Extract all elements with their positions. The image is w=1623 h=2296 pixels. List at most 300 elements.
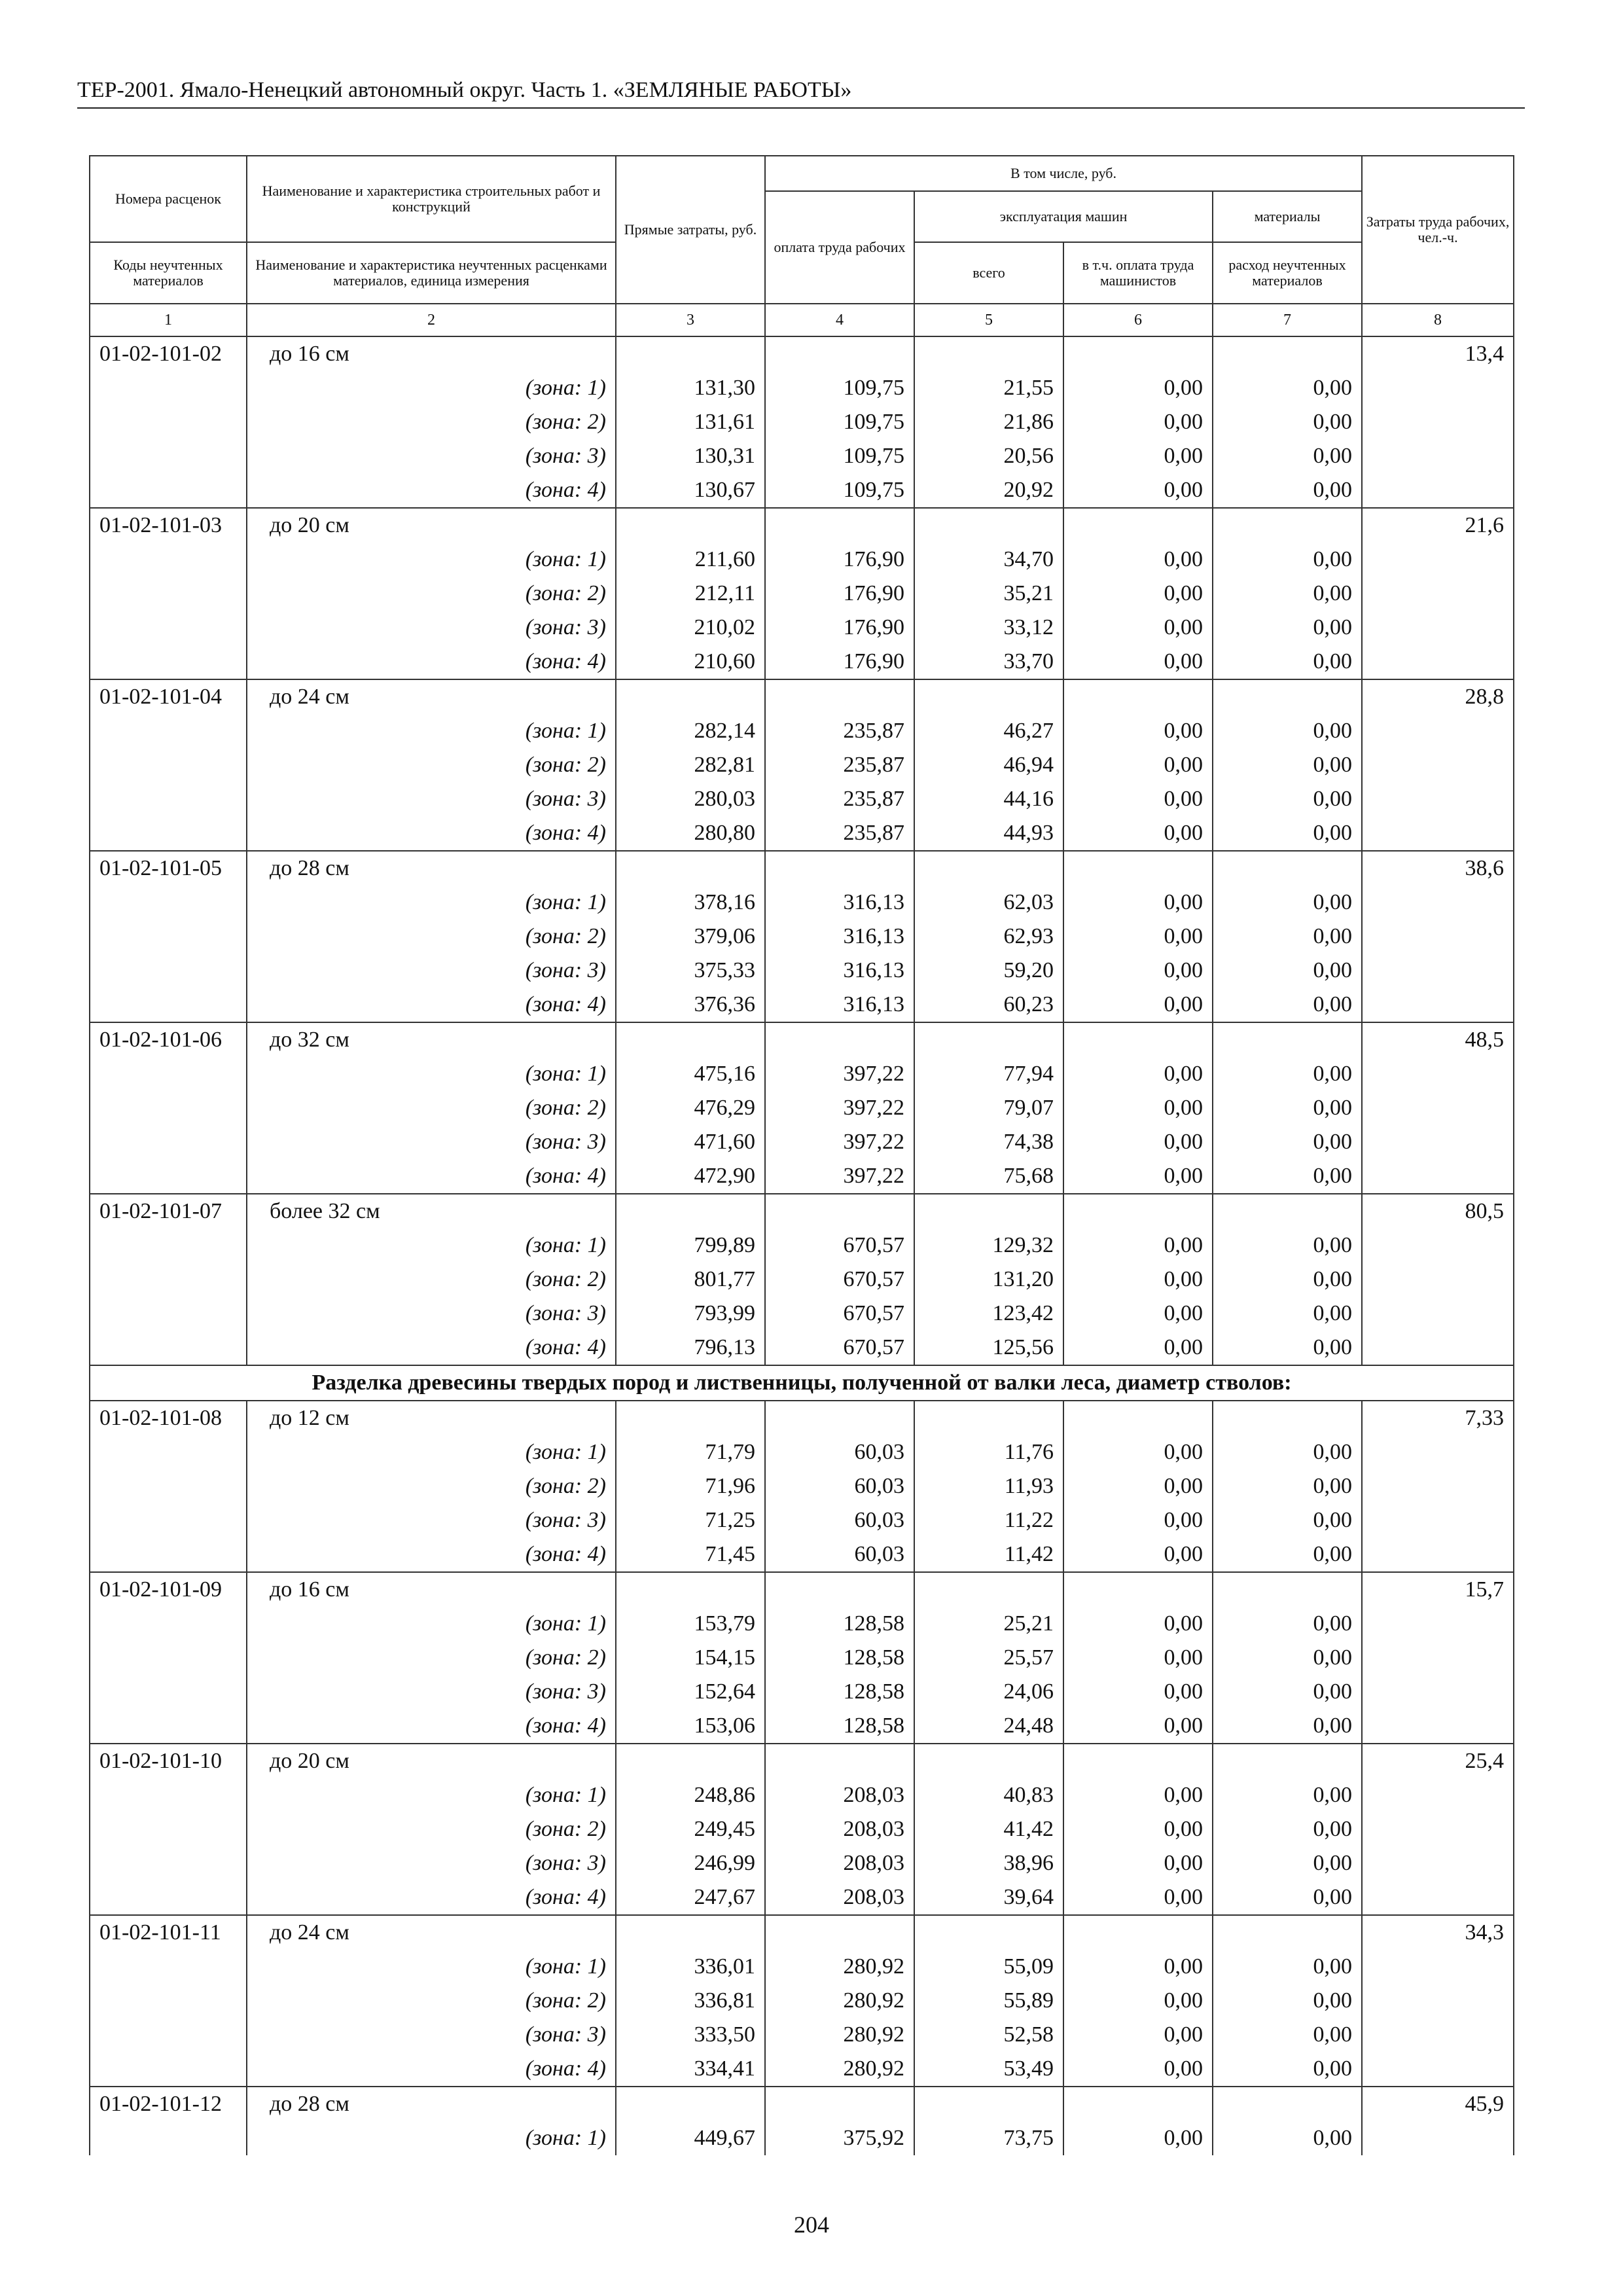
zone-label: (зона: 1) xyxy=(247,714,616,748)
zone-label: (зона: 4) xyxy=(247,2052,616,2087)
machinist-wages: 0,00 xyxy=(1063,1091,1213,1125)
empty-cell xyxy=(616,1915,765,1950)
empty-cell xyxy=(1063,679,1213,714)
empty-cell xyxy=(616,1022,765,1057)
zone-row xyxy=(90,577,1514,611)
empty-cell xyxy=(914,336,1063,371)
empty-cell xyxy=(1362,1091,1514,1125)
direct-cost: 248,86 xyxy=(616,1778,765,1812)
direct-cost: 131,61 xyxy=(616,405,765,439)
empty-cell xyxy=(90,2018,247,2052)
machine-total: 62,93 xyxy=(914,920,1063,954)
empty-cell xyxy=(1362,1159,1514,1194)
labor-cost: 45,9 xyxy=(1362,2087,1514,2121)
zone-row xyxy=(90,1263,1514,1297)
worker-wages: 397,22 xyxy=(765,1125,914,1159)
worker-wages: 316,13 xyxy=(765,954,914,988)
empty-cell xyxy=(1213,1572,1362,1607)
empty-cell xyxy=(1362,577,1514,611)
worker-wages: 235,87 xyxy=(765,714,914,748)
empty-cell xyxy=(765,1194,914,1229)
materials-cost: 0,00 xyxy=(1213,577,1362,611)
zone-label: (зона: 4) xyxy=(247,1159,616,1194)
machinist-wages: 0,00 xyxy=(1063,816,1213,851)
header-material-names: Наименование и характеристика неучтенных расценками материалов, единица измерения xyxy=(247,242,616,304)
rate-name: до 32 см xyxy=(247,1022,616,1057)
machinist-wages: 0,00 xyxy=(1063,1469,1213,1503)
direct-cost: 379,06 xyxy=(616,920,765,954)
materials-cost: 0,00 xyxy=(1213,1709,1362,1744)
zone-label: (зона: 4) xyxy=(247,1709,616,1744)
direct-cost: 282,81 xyxy=(616,748,765,782)
page-number: 204 xyxy=(794,2212,829,2238)
zone-row xyxy=(90,1057,1514,1091)
zone-row xyxy=(90,1607,1514,1641)
machine-total: 11,22 xyxy=(914,1503,1063,1537)
direct-cost: 210,02 xyxy=(616,611,765,645)
worker-wages: 375,92 xyxy=(765,2121,914,2155)
column-number: 8 xyxy=(1362,304,1514,336)
empty-cell xyxy=(1362,1812,1514,1846)
machine-total: 21,86 xyxy=(914,405,1063,439)
zone-row xyxy=(90,886,1514,920)
machine-total: 40,83 xyxy=(914,1778,1063,1812)
materials-cost: 0,00 xyxy=(1213,1984,1362,2018)
empty-cell xyxy=(90,1469,247,1503)
rate-code: 01-02-101-02 xyxy=(90,336,247,371)
empty-cell xyxy=(1362,816,1514,851)
rate-header-row xyxy=(90,508,1514,543)
machine-total: 24,06 xyxy=(914,1675,1063,1709)
zone-label: (зона: 1) xyxy=(247,1950,616,1984)
materials-cost: 0,00 xyxy=(1213,1812,1362,1846)
machinist-wages: 0,00 xyxy=(1063,405,1213,439)
direct-cost: 210,60 xyxy=(616,645,765,679)
empty-cell xyxy=(90,473,247,508)
machine-total: 60,23 xyxy=(914,988,1063,1022)
empty-cell xyxy=(1063,1572,1213,1607)
empty-cell xyxy=(1362,439,1514,473)
worker-wages: 60,03 xyxy=(765,1435,914,1469)
worker-wages: 670,57 xyxy=(765,1297,914,1331)
empty-cell xyxy=(90,1331,247,1365)
zone-label: (зона: 4) xyxy=(247,645,616,679)
rate-name: до 24 см xyxy=(247,1915,616,1950)
empty-cell xyxy=(765,1915,914,1950)
worker-wages: 176,90 xyxy=(765,611,914,645)
worker-wages: 670,57 xyxy=(765,1263,914,1297)
empty-cell xyxy=(1362,2018,1514,2052)
direct-cost: 376,36 xyxy=(616,988,765,1022)
empty-cell xyxy=(1362,405,1514,439)
empty-cell xyxy=(90,1950,247,1984)
machine-total: 44,16 xyxy=(914,782,1063,816)
machine-total: 20,56 xyxy=(914,439,1063,473)
empty-cell xyxy=(914,1194,1063,1229)
zone-label: (зона: 2) xyxy=(247,405,616,439)
direct-cost: 472,90 xyxy=(616,1159,765,1194)
machine-total: 73,75 xyxy=(914,2121,1063,2155)
empty-cell xyxy=(90,1607,247,1641)
machinist-wages: 0,00 xyxy=(1063,1812,1213,1846)
direct-cost: 336,01 xyxy=(616,1950,765,1984)
materials-cost: 0,00 xyxy=(1213,2018,1362,2052)
header-work-name: Наименование и характеристика строительных работ и конструкций xyxy=(247,156,616,242)
labor-cost: 21,6 xyxy=(1362,508,1514,543)
zone-row xyxy=(90,611,1514,645)
rate-code: 01-02-101-08 xyxy=(90,1401,247,1435)
empty-cell xyxy=(1362,611,1514,645)
rate-name: до 28 см xyxy=(247,2087,616,2121)
empty-cell xyxy=(90,439,247,473)
machine-total: 131,20 xyxy=(914,1263,1063,1297)
zone-row xyxy=(90,645,1514,679)
empty-cell xyxy=(1213,1915,1362,1950)
empty-cell xyxy=(765,2087,914,2121)
machinist-wages: 0,00 xyxy=(1063,782,1213,816)
direct-cost: 71,79 xyxy=(616,1435,765,1469)
empty-cell xyxy=(90,1057,247,1091)
machinist-wages: 0,00 xyxy=(1063,1984,1213,2018)
zone-label: (зона: 2) xyxy=(247,1469,616,1503)
machine-total: 35,21 xyxy=(914,577,1063,611)
empty-cell xyxy=(616,508,765,543)
materials-cost: 0,00 xyxy=(1213,405,1362,439)
machine-total: 34,70 xyxy=(914,543,1063,577)
zone-row xyxy=(90,988,1514,1022)
empty-cell xyxy=(765,851,914,886)
empty-cell xyxy=(914,1915,1063,1950)
header-materials: материалы xyxy=(1213,191,1362,242)
machinist-wages: 0,00 xyxy=(1063,1125,1213,1159)
worker-wages: 235,87 xyxy=(765,816,914,851)
machine-total: 21,55 xyxy=(914,371,1063,405)
machinist-wages: 0,00 xyxy=(1063,1950,1213,1984)
empty-cell xyxy=(1213,1022,1362,1057)
empty-cell xyxy=(765,1022,914,1057)
direct-cost: 131,30 xyxy=(616,371,765,405)
zone-label: (зона: 3) xyxy=(247,611,616,645)
column-numbers xyxy=(90,304,1514,336)
direct-cost: 71,45 xyxy=(616,1537,765,1572)
materials-cost: 0,00 xyxy=(1213,371,1362,405)
zone-row xyxy=(90,1880,1514,1915)
machinist-wages: 0,00 xyxy=(1063,714,1213,748)
empty-cell xyxy=(90,1641,247,1675)
empty-cell xyxy=(1362,1229,1514,1263)
empty-cell xyxy=(1362,1537,1514,1572)
empty-cell xyxy=(1362,714,1514,748)
machine-total: 11,42 xyxy=(914,1537,1063,1572)
materials-cost: 0,00 xyxy=(1213,816,1362,851)
empty-cell xyxy=(90,611,247,645)
direct-cost: 471,60 xyxy=(616,1125,765,1159)
empty-cell xyxy=(1362,645,1514,679)
zone-row xyxy=(90,1159,1514,1194)
machine-total: 125,56 xyxy=(914,1331,1063,1365)
zone-row xyxy=(90,1641,1514,1675)
empty-cell xyxy=(765,508,914,543)
empty-cell xyxy=(90,1846,247,1880)
machine-total: 11,93 xyxy=(914,1469,1063,1503)
labor-cost: 38,6 xyxy=(1362,851,1514,886)
machine-total: 55,09 xyxy=(914,1950,1063,1984)
machine-total: 46,94 xyxy=(914,748,1063,782)
machine-total: 25,57 xyxy=(914,1641,1063,1675)
header-rate-number: Номера расценок xyxy=(90,156,247,242)
empty-cell xyxy=(1362,886,1514,920)
empty-cell xyxy=(616,1194,765,1229)
rate-header-row xyxy=(90,336,1514,371)
worker-wages: 316,13 xyxy=(765,988,914,1022)
machine-total: 39,64 xyxy=(914,1880,1063,1915)
empty-cell xyxy=(90,1537,247,1572)
empty-cell xyxy=(90,954,247,988)
worker-wages: 397,22 xyxy=(765,1057,914,1091)
worker-wages: 316,13 xyxy=(765,920,914,954)
labor-cost: 13,4 xyxy=(1362,336,1514,371)
rate-code: 01-02-101-12 xyxy=(90,2087,247,2121)
direct-cost: 130,31 xyxy=(616,439,765,473)
machinist-wages: 0,00 xyxy=(1063,1778,1213,1812)
empty-cell xyxy=(1362,2121,1514,2155)
machine-total: 77,94 xyxy=(914,1057,1063,1091)
worker-wages: 176,90 xyxy=(765,543,914,577)
zone-label: (зона: 3) xyxy=(247,439,616,473)
direct-cost: 378,16 xyxy=(616,886,765,920)
empty-cell xyxy=(1362,1057,1514,1091)
rate-header-row xyxy=(90,1915,1514,1950)
empty-cell xyxy=(90,371,247,405)
machine-total: 123,42 xyxy=(914,1297,1063,1331)
empty-cell xyxy=(914,508,1063,543)
empty-cell xyxy=(1362,1331,1514,1365)
rates-table xyxy=(89,155,1514,2155)
zone-label: (зона: 1) xyxy=(247,1778,616,1812)
empty-cell xyxy=(1063,2087,1213,2121)
zone-label: (зона: 4) xyxy=(247,473,616,508)
empty-cell xyxy=(90,1435,247,1469)
column-number: 1 xyxy=(90,304,247,336)
machinist-wages: 0,00 xyxy=(1063,1675,1213,1709)
machinist-wages: 0,00 xyxy=(1063,1503,1213,1537)
header-including: В том числе, руб. xyxy=(765,156,1362,191)
worker-wages: 60,03 xyxy=(765,1537,914,1572)
empty-cell xyxy=(1362,1880,1514,1915)
empty-cell xyxy=(1362,543,1514,577)
empty-cell xyxy=(616,336,765,371)
zone-label: (зона: 1) xyxy=(247,1607,616,1641)
direct-cost: 375,33 xyxy=(616,954,765,988)
zone-row xyxy=(90,1331,1514,1365)
empty-cell xyxy=(914,1744,1063,1778)
empty-cell xyxy=(1213,1744,1362,1778)
zone-label: (зона: 1) xyxy=(247,1057,616,1091)
machinist-wages: 0,00 xyxy=(1063,1159,1213,1194)
rate-header-row xyxy=(90,679,1514,714)
materials-cost: 0,00 xyxy=(1213,1159,1362,1194)
empty-cell xyxy=(616,1572,765,1607)
empty-cell xyxy=(1063,1915,1213,1950)
zone-label: (зона: 4) xyxy=(247,988,616,1022)
empty-cell xyxy=(1213,851,1362,886)
column-number: 7 xyxy=(1213,304,1362,336)
empty-cell xyxy=(1362,1778,1514,1812)
worker-wages: 128,58 xyxy=(765,1607,914,1641)
empty-cell xyxy=(1063,851,1213,886)
zone-label: (зона: 2) xyxy=(247,920,616,954)
rate-code: 01-02-101-03 xyxy=(90,508,247,543)
section xyxy=(90,1365,1514,1401)
zone-label: (зона: 3) xyxy=(247,1675,616,1709)
rate-name: до 24 см xyxy=(247,679,616,714)
empty-cell xyxy=(1362,1263,1514,1297)
rate-header-row xyxy=(90,2087,1514,2121)
direct-cost: 249,45 xyxy=(616,1812,765,1846)
materials-cost: 0,00 xyxy=(1213,1297,1362,1331)
worker-wages: 280,92 xyxy=(765,1950,914,1984)
rate-code: 01-02-101-07 xyxy=(90,1194,247,1229)
machinist-wages: 0,00 xyxy=(1063,645,1213,679)
materials-cost: 0,00 xyxy=(1213,1641,1362,1675)
worker-wages: 109,75 xyxy=(765,405,914,439)
rate-code: 01-02-101-06 xyxy=(90,1022,247,1057)
empty-cell xyxy=(616,1744,765,1778)
labor-cost: 28,8 xyxy=(1362,679,1514,714)
direct-cost: 475,16 xyxy=(616,1057,765,1091)
worker-wages: 316,13 xyxy=(765,886,914,920)
empty-cell xyxy=(1362,1984,1514,2018)
zone-row xyxy=(90,782,1514,816)
worker-wages: 208,03 xyxy=(765,1778,914,1812)
materials-cost: 0,00 xyxy=(1213,748,1362,782)
empty-cell xyxy=(90,577,247,611)
direct-cost: 153,79 xyxy=(616,1607,765,1641)
worker-wages: 109,75 xyxy=(765,473,914,508)
labor-cost: 15,7 xyxy=(1362,1572,1514,1607)
zone-label: (зона: 2) xyxy=(247,1812,616,1846)
materials-cost: 0,00 xyxy=(1213,611,1362,645)
empty-cell xyxy=(90,1709,247,1744)
empty-cell xyxy=(914,1401,1063,1435)
empty-cell xyxy=(1063,336,1213,371)
machinist-wages: 0,00 xyxy=(1063,954,1213,988)
empty-cell xyxy=(1362,920,1514,954)
direct-cost: 130,67 xyxy=(616,473,765,508)
direct-cost: 212,11 xyxy=(616,577,765,611)
zone-label: (зона: 3) xyxy=(247,1297,616,1331)
empty-cell xyxy=(1362,371,1514,405)
direct-cost: 280,80 xyxy=(616,816,765,851)
column-number-row xyxy=(90,304,1514,336)
empty-cell xyxy=(914,851,1063,886)
rate-header-row xyxy=(90,851,1514,886)
materials-cost: 0,00 xyxy=(1213,1675,1362,1709)
empty-cell xyxy=(914,2087,1063,2121)
direct-cost: 796,13 xyxy=(616,1331,765,1365)
rate-code: 01-02-101-10 xyxy=(90,1744,247,1778)
column-number: 5 xyxy=(914,304,1063,336)
rate-header-row xyxy=(90,1401,1514,1435)
machine-total: 79,07 xyxy=(914,1091,1063,1125)
materials-cost: 0,00 xyxy=(1213,439,1362,473)
column-number: 6 xyxy=(1063,304,1213,336)
materials-cost: 0,00 xyxy=(1213,1607,1362,1641)
labor-cost: 25,4 xyxy=(1362,1744,1514,1778)
header-machinist-wages: в т.ч. оплата труда машинистов xyxy=(1063,242,1213,304)
worker-wages: 208,03 xyxy=(765,1880,914,1915)
zone-label: (зона: 4) xyxy=(247,816,616,851)
materials-cost: 0,00 xyxy=(1213,1229,1362,1263)
worker-wages: 397,22 xyxy=(765,1159,914,1194)
machine-total: 46,27 xyxy=(914,714,1063,748)
materials-cost: 0,00 xyxy=(1213,886,1362,920)
empty-cell xyxy=(90,1091,247,1125)
header-unaccounted-materials: расход неучтенных материалов xyxy=(1213,242,1362,304)
machinist-wages: 0,00 xyxy=(1063,1709,1213,1744)
worker-wages: 280,92 xyxy=(765,2052,914,2087)
machinist-wages: 0,00 xyxy=(1063,543,1213,577)
materials-cost: 0,00 xyxy=(1213,645,1362,679)
empty-cell xyxy=(90,1159,247,1194)
zone-row xyxy=(90,2018,1514,2052)
direct-cost: 71,25 xyxy=(616,1503,765,1537)
rate-header-row xyxy=(90,1194,1514,1229)
empty-cell xyxy=(765,336,914,371)
empty-cell xyxy=(765,1572,914,1607)
rate-code: 01-02-101-04 xyxy=(90,679,247,714)
empty-cell xyxy=(1362,1709,1514,1744)
empty-cell xyxy=(616,1401,765,1435)
header-machine-total: всего xyxy=(914,242,1063,304)
direct-cost: 211,60 xyxy=(616,543,765,577)
zone-row xyxy=(90,1435,1514,1469)
materials-cost: 0,00 xyxy=(1213,1503,1362,1537)
worker-wages: 128,58 xyxy=(765,1675,914,1709)
rate-name: более 32 см xyxy=(247,1194,616,1229)
empty-cell xyxy=(90,886,247,920)
header-worker-wages: оплата труда рабочих xyxy=(765,191,914,304)
empty-cell xyxy=(1213,1401,1362,1435)
machine-total: 53,49 xyxy=(914,2052,1063,2087)
zone-label: (зона: 3) xyxy=(247,2018,616,2052)
direct-cost: 152,64 xyxy=(616,1675,765,1709)
labor-cost: 48,5 xyxy=(1362,1022,1514,1057)
machinist-wages: 0,00 xyxy=(1063,473,1213,508)
machine-total: 33,12 xyxy=(914,611,1063,645)
zone-row xyxy=(90,954,1514,988)
machinist-wages: 0,00 xyxy=(1063,1229,1213,1263)
empty-cell xyxy=(1213,336,1362,371)
machine-total: 62,03 xyxy=(914,886,1063,920)
worker-wages: 235,87 xyxy=(765,782,914,816)
direct-cost: 246,99 xyxy=(616,1846,765,1880)
worker-wages: 670,57 xyxy=(765,1331,914,1365)
machinist-wages: 0,00 xyxy=(1063,1297,1213,1331)
empty-cell xyxy=(90,988,247,1022)
empty-cell xyxy=(1063,1744,1213,1778)
rate-name: до 28 см xyxy=(247,851,616,886)
rate-name: до 12 см xyxy=(247,1401,616,1435)
worker-wages: 235,87 xyxy=(765,748,914,782)
zone-label: (зона: 3) xyxy=(247,1846,616,1880)
zone-label: (зона: 2) xyxy=(247,577,616,611)
empty-cell xyxy=(1362,473,1514,508)
machine-total: 59,20 xyxy=(914,954,1063,988)
zone-row xyxy=(90,473,1514,508)
machinist-wages: 0,00 xyxy=(1063,2018,1213,2052)
empty-cell xyxy=(90,1263,247,1297)
